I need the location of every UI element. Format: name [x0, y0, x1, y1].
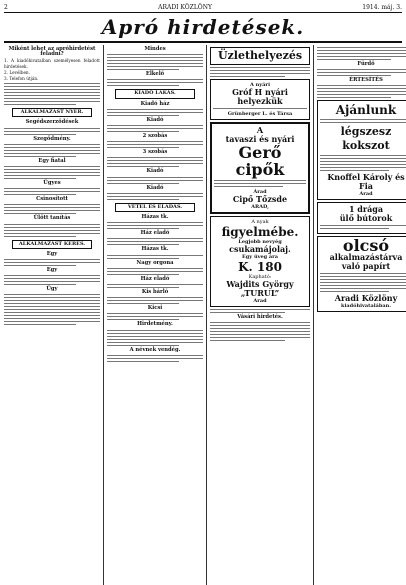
ad-heading: 2 szobás — [142, 133, 168, 140]
ad-headline: Üzlethelyezés — [217, 49, 303, 62]
how-to-item: 2. Levélben. — [4, 69, 30, 75]
ad-line: helyezkük — [237, 96, 283, 106]
ad-heading: Szegődmény. — [33, 135, 71, 142]
ad-line: Árad — [253, 189, 267, 195]
ad-heading: Elkelő — [145, 71, 165, 78]
ad-line: 1 drága — [348, 204, 384, 215]
ad-line: Arad — [359, 191, 373, 198]
ad-heading: Ügy — [46, 286, 58, 293]
ad-box — [317, 100, 406, 200]
ad-line: A — [256, 125, 264, 135]
ad-line: Kapható: — [248, 274, 272, 280]
ad-line: „TURUL” — [240, 288, 280, 298]
ad-line: csukamájolaj. — [229, 244, 291, 254]
ad-heading: ÉRTESÍTÉS — [349, 77, 383, 84]
ad-heading: Mindes — [144, 46, 166, 52]
column-4 — [313, 45, 406, 585]
ad-heading: Csinosított — [36, 196, 68, 203]
ad-heading: Egy fiatal — [38, 157, 66, 164]
ad-headline: figyelmébe. — [221, 225, 299, 239]
ad-heading: Kiadó ház — [140, 100, 170, 107]
ad-heading: Vásári hirdetés. — [237, 314, 283, 320]
ad-heading: Házas tk. — [141, 214, 169, 221]
ad-price: K. 180 — [238, 260, 282, 274]
section-title: Apró hirdetések. — [101, 15, 305, 39]
category-box-buy-sell: VÉTEL ÉS ELADÁS. — [115, 203, 195, 212]
ad-box — [317, 202, 406, 234]
ad-line: A nyári — [250, 82, 270, 88]
ad-heading: Kis bárló — [141, 289, 169, 296]
text-lines — [4, 83, 100, 105]
ad-heading: Hirdetmény. — [137, 321, 173, 328]
ad-line: ülő bútorok — [339, 213, 393, 224]
ad-heading: Ügyes — [43, 180, 61, 187]
ad-box — [210, 122, 310, 214]
ad-line: Legjobb nevyég — [238, 239, 282, 245]
how-to-item: 3. Telefon útján. — [4, 76, 39, 82]
ad-line: Grünberger L. és Társa — [227, 111, 293, 117]
category-box-flats: KIADÓ LAKÁS. — [115, 89, 195, 98]
ad-heading: Segédszerződések — [25, 119, 79, 126]
title-rule — [4, 41, 402, 43]
ad-line: Egy üveg ára — [241, 254, 279, 260]
ad-line: alkalmazástárva — [329, 252, 403, 263]
ad-heading: A névnek vendég. — [129, 346, 181, 353]
ad-headline: olcsó — [342, 236, 390, 256]
ad-heading: Nagy orgona — [136, 259, 174, 266]
ad-heading: Egy — [46, 267, 58, 274]
ad-heading: Ülőtt tanítás — [33, 215, 71, 222]
ad-line: A nyak — [251, 219, 269, 225]
ad-line: ARAD, — [251, 204, 269, 210]
category-box-jobs-wanted: ALKALMAZÁST KERES. — [12, 240, 92, 249]
category-box-jobs-offered: ALKALMAZAST NYER. — [12, 108, 92, 117]
ad-heading: Házas tk. — [141, 246, 169, 253]
ad-box — [210, 47, 310, 65]
column-3 — [206, 45, 310, 585]
column-1 — [4, 45, 100, 585]
ad-heading: Fürdő — [357, 61, 375, 67]
ad-line: Cipő Tőzsde — [232, 194, 288, 204]
ad-heading: Kicsi — [147, 305, 163, 312]
ad-heading: 3 szobás — [142, 149, 168, 156]
issue-date: 1914. máj. 3. — [362, 4, 402, 11]
ad-heading: Egy — [46, 250, 58, 257]
ad-box — [210, 79, 310, 120]
ad-line: Aradi Közlöny — [334, 293, 398, 304]
ad-line: Knoffel Károly és Fia — [327, 172, 405, 192]
ad-line: Arad — [253, 298, 267, 304]
how-to-heading: Miként lehet az apróhirdetést feladni? — [8, 46, 96, 58]
ad-line: tavaszi és nyári — [225, 134, 295, 144]
page-number: 2 — [4, 4, 8, 11]
ad-headline: Gerő cipők — [235, 143, 285, 179]
ad-line: kokszot — [342, 139, 390, 153]
ad-heading: Ház eladó — [140, 230, 170, 237]
ad-headline: Ajánlunk — [335, 103, 397, 118]
ad-heading: Kiadó — [146, 168, 164, 175]
column-2 — [103, 45, 203, 585]
ad-line: Wajdits György — [226, 279, 294, 289]
ad-line: légszesz — [340, 125, 392, 139]
ad-line: kiadóhivatalában. — [341, 303, 391, 310]
ad-line: Gróf H nyári — [232, 87, 288, 97]
columns — [4, 45, 405, 585]
ad-heading: Kiadó — [146, 184, 164, 191]
ad-box — [317, 236, 406, 312]
how-to-item: 1. A kiadóhivatalban személyesen feladott hirdetések. — [4, 58, 100, 69]
ad-heading: Kiadó — [146, 116, 164, 123]
ad-line: való papírt — [341, 261, 391, 272]
page-header — [4, 4, 402, 13]
newspaper-name: ARADI KÖZLÖNY — [158, 4, 212, 11]
ad-heading: Ház eladó — [140, 275, 170, 282]
ad-box — [210, 216, 310, 307]
